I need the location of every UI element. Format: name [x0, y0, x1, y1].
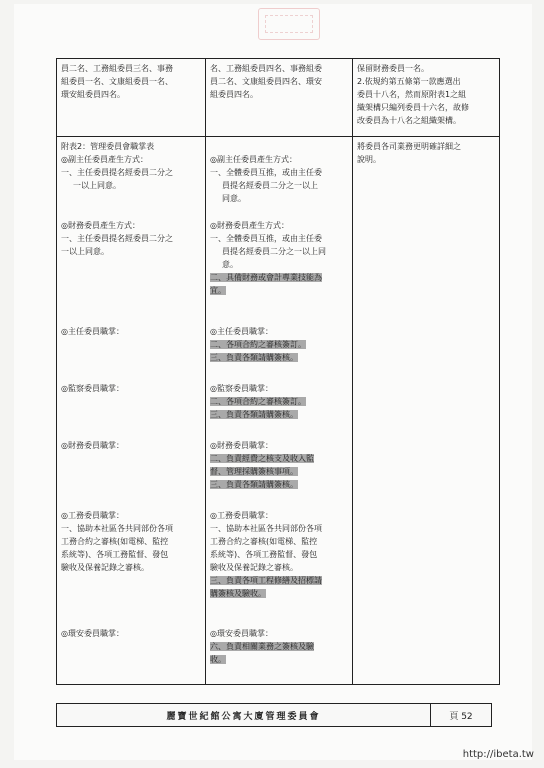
annex-block	[57, 140, 205, 192]
text-line: 系統等)、各項工務監督、發包	[61, 550, 169, 559]
finance-generation-block	[57, 219, 205, 258]
highlight-group	[206, 640, 352, 666]
text-line: 員提名經委員二分之一以上	[222, 181, 318, 190]
text-line: 一、全體委員互推，或由主任委	[210, 168, 322, 177]
highlighted-text: 購簽核及驗收。	[210, 589, 266, 598]
finance-title: ◎財務委員職掌：	[61, 441, 124, 450]
comparison-table	[56, 58, 500, 685]
highlight-group	[206, 338, 352, 364]
text-line: 員二名、工務組委員三名、事務	[61, 64, 173, 73]
page-number: 頁 52	[449, 711, 473, 722]
finance-new-block	[206, 439, 352, 491]
text-line: 改委員為十八名之組織架構。	[357, 116, 461, 125]
text-line: 驗收及保養記錄之審核。	[61, 563, 149, 572]
works-new-block	[206, 509, 352, 600]
safety-title: ◎環安委員職掌：	[210, 629, 273, 638]
chair-duties-block	[57, 325, 205, 338]
text-line: 組委員一名、文康組委員一名、	[61, 77, 173, 86]
row1-original-cell	[57, 59, 206, 137]
highlighted-text: 宜。	[210, 286, 226, 295]
text-line: 說明。	[357, 155, 381, 164]
vice-chair-title: ◎副主任委員產生方式：	[210, 155, 297, 164]
supervisor-duties-block	[57, 382, 205, 395]
highlight-group	[206, 452, 352, 491]
text-line: 一、協助本社區各共同部份各項	[210, 524, 322, 533]
supervisor-title: ◎監察委員職掌：	[61, 384, 124, 393]
text-line: 意。	[222, 260, 238, 269]
highlighted-text: 督、管理採購簽核事項。	[210, 467, 298, 476]
chair-title: ◎主任委員職掌：	[61, 327, 124, 336]
text-line: 保留財務委員一名。	[357, 64, 429, 73]
supervisor-new-block	[206, 382, 352, 421]
highlighted-text: 三、負責各類請購簽核。	[210, 410, 298, 419]
vice-chair-title: ◎副主任委員產生方式：	[61, 155, 148, 164]
text-line: 系統等)、各項工務監督、發包	[210, 550, 318, 559]
text-line: 一、主任委員提名經委員二分之	[61, 168, 173, 177]
row1-explanation-cell	[353, 59, 500, 137]
highlighted-text: 二、各項合約之審核簽訂。	[210, 340, 306, 349]
organization-name: 麗寶世紀館公寓大廈管理委員會	[166, 711, 321, 722]
highlighted-text: 三、負責各類請購簽核。	[210, 353, 298, 362]
text-line: 環安組委員四名。	[61, 90, 125, 99]
supervisor-title: ◎監察委員職掌：	[210, 384, 273, 393]
text-line: 一、協助本社區各共同部份各項	[61, 524, 173, 533]
row2-original-cell	[57, 137, 206, 685]
text-line: 一以上同意。	[73, 181, 121, 190]
text-line: 將委員各司業務更明確詳細之	[357, 142, 461, 151]
highlight-group	[206, 271, 352, 297]
highlighted-text: 收。	[210, 655, 226, 664]
finance-gen-new-block	[206, 219, 352, 297]
watermark: http://ibeta.tw	[462, 749, 534, 760]
text-line: 一、主任委員提名經委員二分之	[61, 234, 173, 243]
text-line: 名、工務組委員四名、事務組委	[210, 64, 322, 73]
text-line: 同意。	[222, 194, 246, 203]
chair-title: ◎主任委員職掌：	[210, 327, 273, 336]
finance-title: ◎財務委員職掌：	[210, 441, 273, 450]
works-duties-block	[57, 509, 205, 574]
highlight-group	[206, 574, 352, 600]
safety-duties-block	[57, 627, 205, 640]
highlight-group	[206, 395, 352, 421]
finance-duties-block	[57, 439, 205, 452]
text-line: 委員十八名，然而原附表1之組	[357, 90, 467, 99]
text-line: 驗收及保養記錄之審核。	[210, 563, 298, 572]
highlighted-text: 二、負責經費之核支及收入監	[210, 454, 314, 463]
page-footer	[56, 703, 492, 727]
highlighted-text: 三、負責各類請購簽核。	[210, 480, 298, 489]
row2-amended-cell	[206, 137, 353, 685]
works-title: ◎工務委員職掌：	[210, 511, 273, 520]
highlighted-text: 三、負責各項工程修繕及招標請	[210, 576, 322, 585]
table-row	[57, 59, 500, 137]
text-line: 組委員四名。	[210, 90, 258, 99]
text-line: 一、全體委員互推，或由主任委	[210, 234, 322, 243]
safety-new-block	[206, 627, 352, 666]
vice-chair-new-block	[206, 153, 352, 205]
text-line: 員二名、文康組委員四名、環安	[210, 77, 322, 86]
row2-explanation-cell	[353, 137, 500, 685]
text-line: 2.依規約第五條第一款應選出	[357, 77, 461, 86]
finance-gen-title: ◎財務委員產生方式：	[210, 221, 289, 230]
safety-title: ◎環安委員職掌：	[61, 629, 124, 638]
highlighted-text: 二、具備財務或會計專業技能為	[210, 273, 322, 282]
text-line: 織架構只編列委員十六名，故修	[357, 103, 469, 112]
finance-gen-title: ◎財務委員產生方式：	[61, 221, 140, 230]
works-title: ◎工務委員職掌：	[61, 511, 124, 520]
chair-new-block	[206, 325, 352, 364]
row1-amended-cell	[206, 59, 353, 137]
annex-title: 附表2：管理委員會職掌表	[61, 142, 155, 151]
table-row	[57, 137, 500, 685]
stamp-seal	[258, 8, 320, 40]
text-line: 員提名經委員二分之一以上同	[222, 247, 326, 256]
highlighted-text: 二、各項合約之審核簽訂。	[210, 397, 306, 406]
text-line: 工務合約之審核(如電梯、監控	[61, 537, 169, 546]
text-line: 工務合約之審核(如電梯、監控	[210, 537, 318, 546]
text-line: 一以上同意。	[61, 247, 109, 256]
highlighted-text: 六、負責相關業務之簽核及驗	[210, 642, 314, 651]
